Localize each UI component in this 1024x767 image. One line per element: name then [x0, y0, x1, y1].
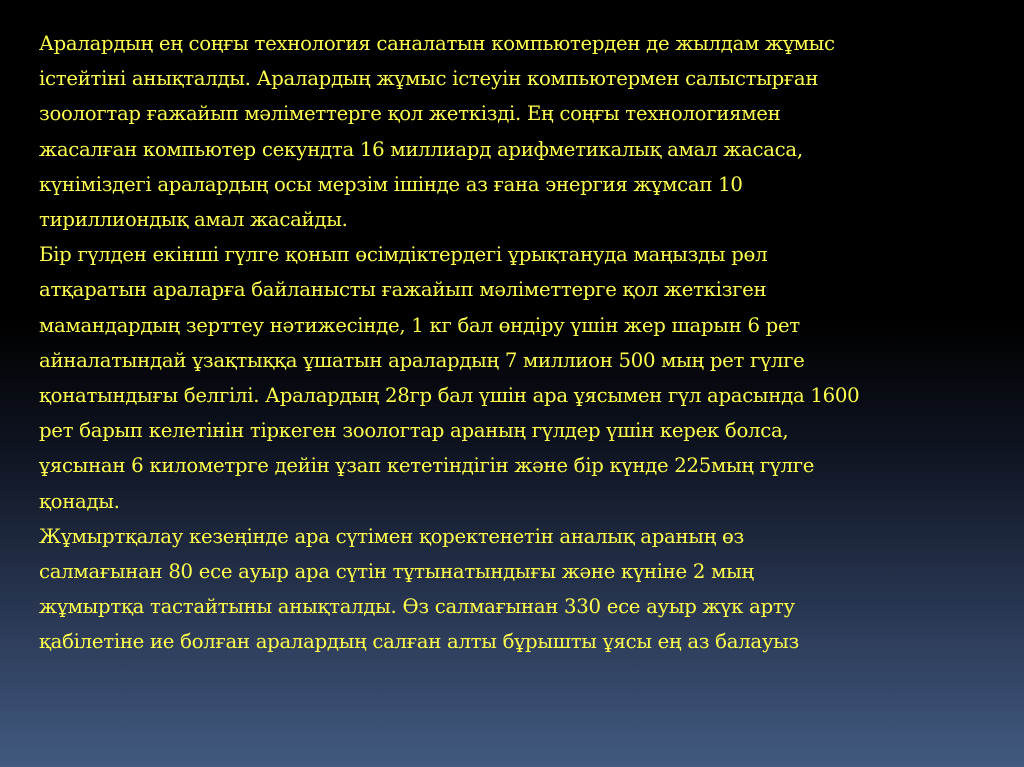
text-line: ұясынан 6 километрге дейін ұзап кететіндігін және бір күнде 225мың гүлге: [39, 453, 815, 478]
slide-body-text: [39, 26, 1014, 660]
text-line: атқаратын араларға байланысты ғажайып мәліметтерге қол жеткізген: [39, 277, 767, 302]
text-line: істейтіні анықталды. Аралардың жұмыс істеуін компьютермен салыстырған: [39, 66, 819, 91]
text-line: жұмыртқа тастайтыны анықталды. Өз салмағынан 330 есе ауыр жүк арту: [39, 594, 795, 619]
text-line: қабілетіне ие болған аралардың салған алты бұрышты ұясы ең аз балауыз: [39, 629, 799, 654]
text-line: мамандардың зерттеу нәтижесінде, 1 кг бал өндіру үшін жер шарын 6 рет: [39, 312, 800, 337]
text-line: Бір гүлден екінші гүлге қонып өсімдіктердегі ұрықтануда маңызды рөл: [39, 242, 768, 267]
text-line: тириллиондық амал жасайды.: [39, 207, 348, 232]
text-line: рет барып келетінін тіркеген зоологтар араның гүлдер үшін керек болса,: [39, 418, 789, 443]
text-line: Аралардың ең соңғы технология саналатын компьютерден де жылдам жұмыс: [39, 31, 835, 55]
text-line: айналатындай ұзақтыққа ұшатын аралардың 7 миллион 500 мың рет гүлге: [39, 347, 805, 372]
text-line: салмағынан 80 есе ауыр ара сүтін тұтынатындығы және күніне 2 мың: [39, 559, 754, 584]
text-line: күніміздегі аралардың осы мерзім ішінде аз ғана энергия жұмсап 10: [39, 171, 743, 196]
text-line: зоологтар ғажайып мәліметтерге қол жеткізді. Ең соңғы технологиямен: [39, 101, 781, 126]
text-line: қонатындығы белгілі. Аралардың 28гр бал үшін ара ұясымен гүл арасында 1600: [39, 383, 860, 408]
text-line: жасалған компьютер секундта 16 миллиард арифметикалық амал жасаса,: [39, 136, 803, 161]
text-line: қонады.: [39, 488, 120, 513]
text-line: Жұмыртқалау кезеңінде ара сүтімен қоректенетін аналық араның өз: [39, 523, 744, 548]
